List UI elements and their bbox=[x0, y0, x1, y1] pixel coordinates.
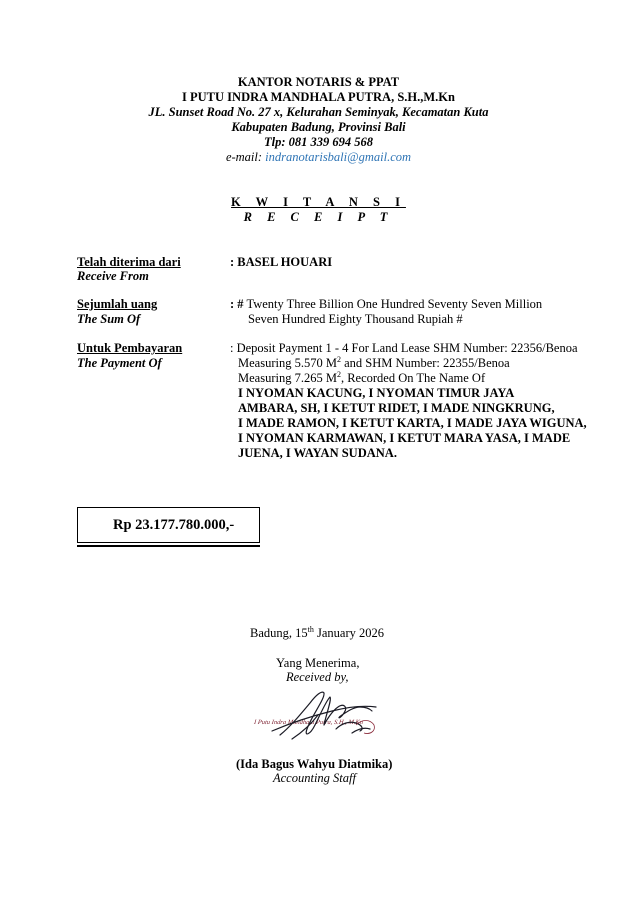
sum-value-line-1 bbox=[230, 297, 542, 312]
owner-names-line-5: JUENA, I WAYAN SUDANA. bbox=[238, 446, 397, 460]
owner-names-line-1: I NYOMAN KACUNG, I NYOMAN TIMUR JAYA bbox=[238, 386, 515, 400]
email-label: e-mail: bbox=[225, 150, 263, 164]
receiver-label: Yang Menerima, bbox=[276, 656, 360, 670]
email-line bbox=[0, 150, 637, 165]
sum-text-1: Twenty Three Billion One Hundred Seventy Seven Million bbox=[243, 297, 543, 311]
signature-stamp bbox=[252, 685, 387, 750]
payment-line-3 bbox=[238, 371, 485, 386]
payment-label: Untuk Pembayaran bbox=[77, 341, 183, 355]
receiver-label-en: Received by, bbox=[286, 670, 349, 684]
sum-prefix: : # bbox=[230, 297, 244, 311]
signer-role: Accounting Staff bbox=[273, 771, 356, 785]
office-name: KANTOR NOTARIS & PPAT bbox=[237, 75, 400, 89]
owner-names-line-2: AMBARA, SH, I KETUT RIDET, I MADE NINGKRUNG, bbox=[238, 401, 555, 415]
place-date-a: Badung, 15 bbox=[250, 626, 308, 640]
payment-line-2b: and SHM Number: 22355/Benoa bbox=[340, 356, 510, 370]
notary-name: I PUTU INDRA MANDHALA PUTRA, S.H.,M.Kn bbox=[182, 90, 455, 104]
sum-label: Sejumlah uang bbox=[77, 297, 158, 311]
payment-line-3-sup: 2 bbox=[336, 369, 341, 379]
sum-value-line-2: Seven Hundred Eighty Thousand Rupiah # bbox=[248, 312, 463, 326]
subtitle-block bbox=[0, 208, 637, 226]
place-date bbox=[250, 626, 384, 641]
received-from-label: Telah diterima dari bbox=[77, 255, 181, 269]
payment-label-en: The Payment Of bbox=[77, 356, 162, 370]
receipt-subtitle: R E C E I P T bbox=[243, 210, 394, 224]
payment-line-2a: Measuring 5.570 M bbox=[238, 356, 337, 370]
payment-line-3a: Measuring 7.265 M bbox=[238, 371, 337, 385]
payment-line-2-sup: 2 bbox=[336, 354, 341, 364]
received-from-value: : BASEL HOUARI bbox=[230, 255, 333, 269]
owner-names-line-4: I NYOMAN KARMAWAN, I KETUT MARA YASA, I MADE bbox=[238, 431, 571, 445]
address-line-1: JL. Sunset Road No. 27 x, Kelurahan Seminyak, Kecamatan Kuta bbox=[148, 105, 489, 119]
payment-line-1: : Deposit Payment 1 - 4 For Land Lease SHM Number: 22356/Benoa bbox=[230, 341, 578, 355]
received-from-label-en: Receive From bbox=[77, 269, 149, 283]
email-link[interactable]: indranotarisbali@gmail.com bbox=[265, 150, 412, 164]
svg-text:I Putu Indra Mandhala Putra, S: I Putu Indra Mandhala Putra, S.H., M.Kn bbox=[253, 719, 364, 726]
payment-line-2 bbox=[238, 356, 510, 371]
sum-label-en: The Sum Of bbox=[77, 312, 141, 326]
place-date-b: January 2026 bbox=[313, 626, 384, 640]
owner-names-line-3: I MADE RAMON, I KETUT KARTA, I MADE JAYA WIGUNA, bbox=[238, 416, 587, 430]
signer-name: (Ida Bagus Wahyu Diatmika) bbox=[236, 757, 393, 771]
amount-value: Rp 23.177.780.000,- bbox=[113, 517, 235, 533]
phone: Tlp: 081 339 694 568 bbox=[263, 135, 374, 149]
address-line-2: Kabupaten Badung, Provinsi Bali bbox=[231, 120, 406, 134]
place-date-sup: th bbox=[307, 624, 314, 634]
receipt-title: K W I T A N S I bbox=[231, 195, 406, 209]
payment-line-3b: , Recorded On The Name Of bbox=[340, 371, 486, 385]
